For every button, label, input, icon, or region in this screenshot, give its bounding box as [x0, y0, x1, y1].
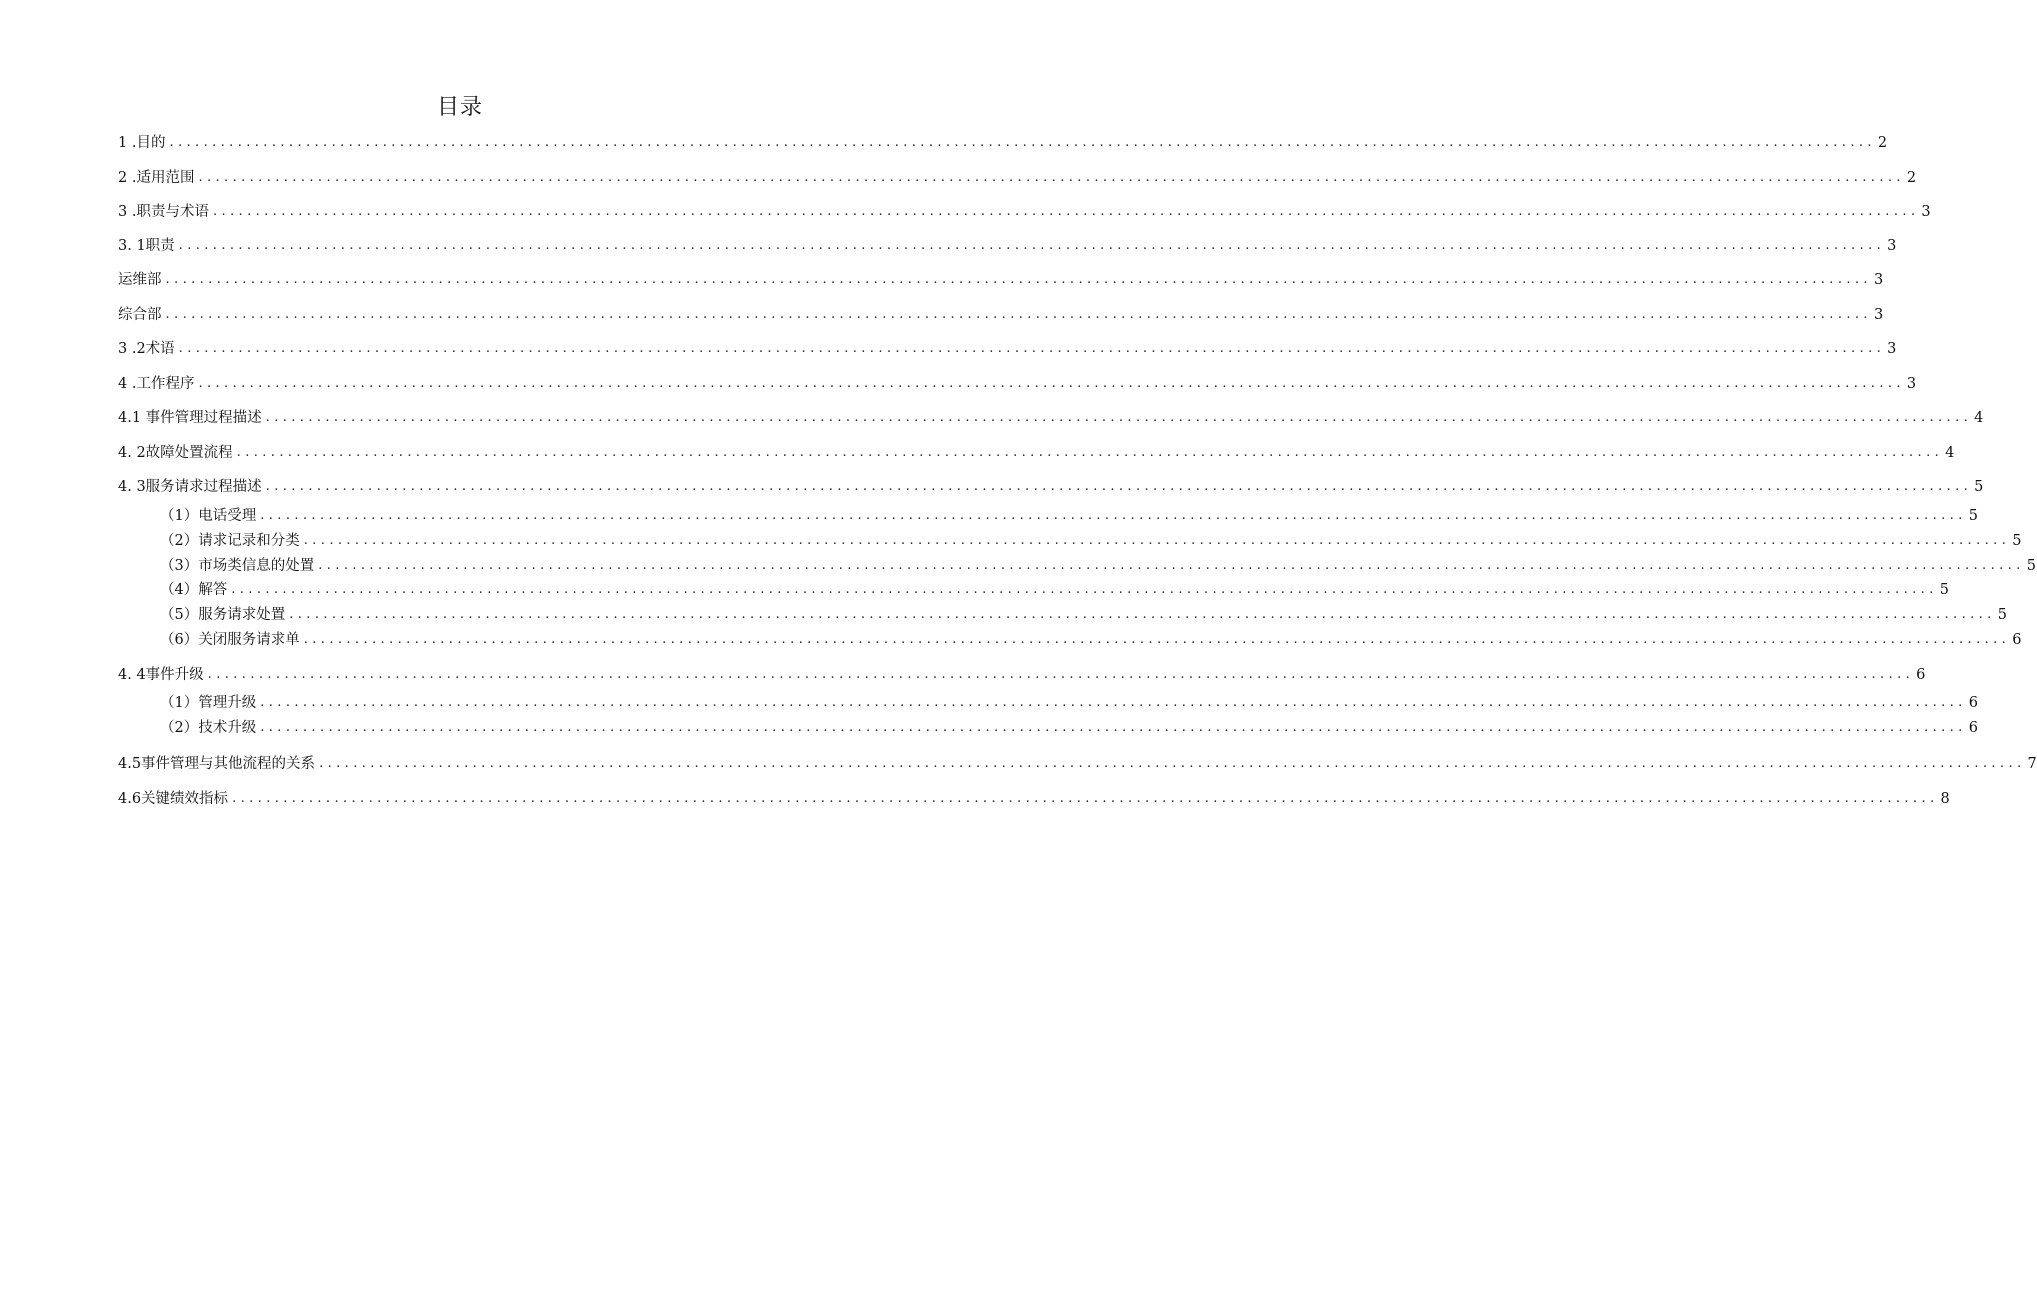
toc-dot-leader: ........................................................................................................................................................................................................	[212, 204, 1920, 219]
toc-entry[interactable]	[118, 789, 1950, 809]
toc-dot-leader: ........................................................................................................................................................................................................	[198, 376, 1905, 391]
toc-entry[interactable]	[118, 665, 1926, 685]
toc-entry[interactable]	[118, 630, 2022, 650]
toc-entry[interactable]	[118, 580, 1949, 600]
toc-entry-label: （1）电话受理	[160, 508, 257, 524]
toc-entry-label: 4. 2故障处置流程	[118, 445, 233, 461]
toc-entry-page-number: 3	[1906, 376, 1917, 392]
toc-entry-page-number: 6	[1968, 695, 1978, 711]
toc-entry-label: 3 .2术语	[118, 341, 175, 357]
toc-entry[interactable]	[118, 556, 2036, 576]
toc-entry-page-number: 3	[1887, 238, 1897, 254]
toc-entry-label: 运维部	[118, 272, 162, 288]
toc-entry-label: 4.1 事件管理过程描述	[118, 410, 262, 426]
toc-entry[interactable]	[118, 202, 1931, 222]
toc-entry-page-number: 5	[1997, 607, 2007, 623]
toc-entry-label: 4 .工作程序	[118, 376, 195, 392]
toc-entry-label: （5）服务请求处置	[160, 607, 286, 623]
toc-entry[interactable]	[118, 270, 1884, 290]
toc-dot-leader: ........................................................................................................................................................................................................	[207, 667, 1915, 682]
toc-title: 目录	[436, 95, 483, 120]
toc-entry-page-number: 3	[1921, 204, 1931, 220]
toc-entry-label: 3 .职责与术语	[118, 204, 209, 220]
toc-dot-leader: ........................................................................................................................................................................................................	[260, 508, 1967, 523]
toc-entry-label: 2 .适用范围	[118, 170, 195, 186]
toc-entry-label: 4. 3服务请求过程描述	[118, 479, 262, 495]
toc-dot-leader: ........................................................................................................................................................................................................	[178, 341, 1886, 356]
toc-dot-leader: ........................................................................................................................................................................................................	[165, 307, 1872, 322]
toc-entry-page-number: 5	[2026, 558, 2036, 574]
toc-entry[interactable]	[118, 693, 1978, 713]
toc-entry-label: （4）解答	[160, 582, 228, 598]
toc-entry[interactable]	[118, 133, 1888, 153]
toc-dot-leader: ........................................................................................................................................................................................................	[232, 791, 1939, 806]
toc-entry-page-number: 3	[1873, 272, 1884, 288]
toc-dot-leader: ........................................................................................................................................................................................................	[265, 410, 1973, 425]
toc-entry-page-number: 3	[1873, 307, 1884, 323]
toc-dot-leader: ........................................................................................................................................................................................................	[318, 558, 2025, 573]
toc-dot-leader: ........................................................................................................................................................................................................	[165, 272, 1872, 287]
toc-entry-label: （3）市场类信息的处置	[160, 558, 315, 574]
toc-dot-leader: ........................................................................................................................................................................................................	[319, 756, 2026, 771]
toc-entry-page-number: 5	[1968, 508, 1978, 524]
toc-entry-page-number: 5	[1939, 582, 1949, 598]
toc-entry[interactable]	[118, 443, 1955, 463]
toc-entry-page-number: 3	[1887, 341, 1897, 357]
toc-entry-page-number: 7	[2027, 756, 2037, 772]
toc-entry-page-number: 6	[2012, 632, 2022, 648]
toc-entry[interactable]	[118, 754, 2037, 774]
toc-entry-label: 1 .目的	[118, 135, 166, 151]
toc-dot-leader: ........................................................................................................................................................................................................	[303, 533, 2011, 548]
toc-dot-leader: ........................................................................................................................................................................................................	[169, 135, 1876, 150]
toc-entry-page-number: 4	[1945, 445, 1955, 461]
toc-entry-page-number: 4	[1974, 410, 1984, 426]
toc-dot-leader: ........................................................................................................................................................................................................	[303, 632, 2011, 647]
toc-entry-page-number: 8	[1940, 791, 1950, 807]
toc-entry[interactable]	[118, 531, 2022, 551]
toc-entry-page-number: 6	[1916, 667, 1926, 683]
toc-dot-leader: ........................................................................................................................................................................................................	[198, 170, 1905, 185]
toc-dot-leader: ........................................................................................................................................................................................................	[178, 238, 1886, 253]
toc-entry-label: 4.5事件管理与其他流程的关系	[118, 756, 316, 772]
toc-entry-label: （1）管理升级	[160, 695, 257, 711]
toc-entry-page-number: 2	[1877, 135, 1888, 151]
toc-entry-label: （2）请求记录和分类	[160, 533, 300, 549]
toc-dot-leader: ........................................................................................................................................................................................................	[265, 479, 1973, 494]
toc-entry-label: （2）技术升级	[160, 720, 257, 736]
toc-entry[interactable]	[118, 718, 1978, 738]
toc-entry-page-number: 6	[1968, 720, 1978, 736]
toc-entry-page-number: 5	[2012, 533, 2022, 549]
toc-dot-leader: ........................................................................................................................................................................................................	[231, 582, 1938, 597]
toc-entry[interactable]	[118, 408, 1984, 428]
toc-dot-leader: ........................................................................................................................................................................................................	[289, 607, 1996, 622]
toc-entry[interactable]	[118, 506, 1978, 526]
toc-entry-label: 3. 1职责	[118, 238, 175, 254]
toc-entry-label: 4.6关键绩效指标	[118, 791, 229, 807]
toc-entry[interactable]	[118, 305, 1884, 325]
toc-entry[interactable]	[118, 374, 1917, 394]
toc-entry[interactable]	[118, 477, 1984, 497]
toc-entry[interactable]	[118, 605, 2007, 625]
toc-entry-label: 综合部	[118, 307, 162, 323]
toc-entry[interactable]	[118, 168, 1917, 188]
toc-entry-page-number: 2	[1906, 170, 1917, 186]
toc-dot-leader: ........................................................................................................................................................................................................	[260, 720, 1967, 735]
toc-entry-page-number: 5	[1974, 479, 1984, 495]
toc-dot-leader: ........................................................................................................................................................................................................	[260, 695, 1967, 710]
toc-entry[interactable]	[118, 236, 1897, 256]
toc-dot-leader: ........................................................................................................................................................................................................	[236, 445, 1944, 460]
toc-entry-label: （6）关闭服务请求单	[160, 632, 300, 648]
toc-entry[interactable]	[118, 339, 1897, 359]
toc-entry-label: 4. 4事件升级	[118, 667, 204, 683]
